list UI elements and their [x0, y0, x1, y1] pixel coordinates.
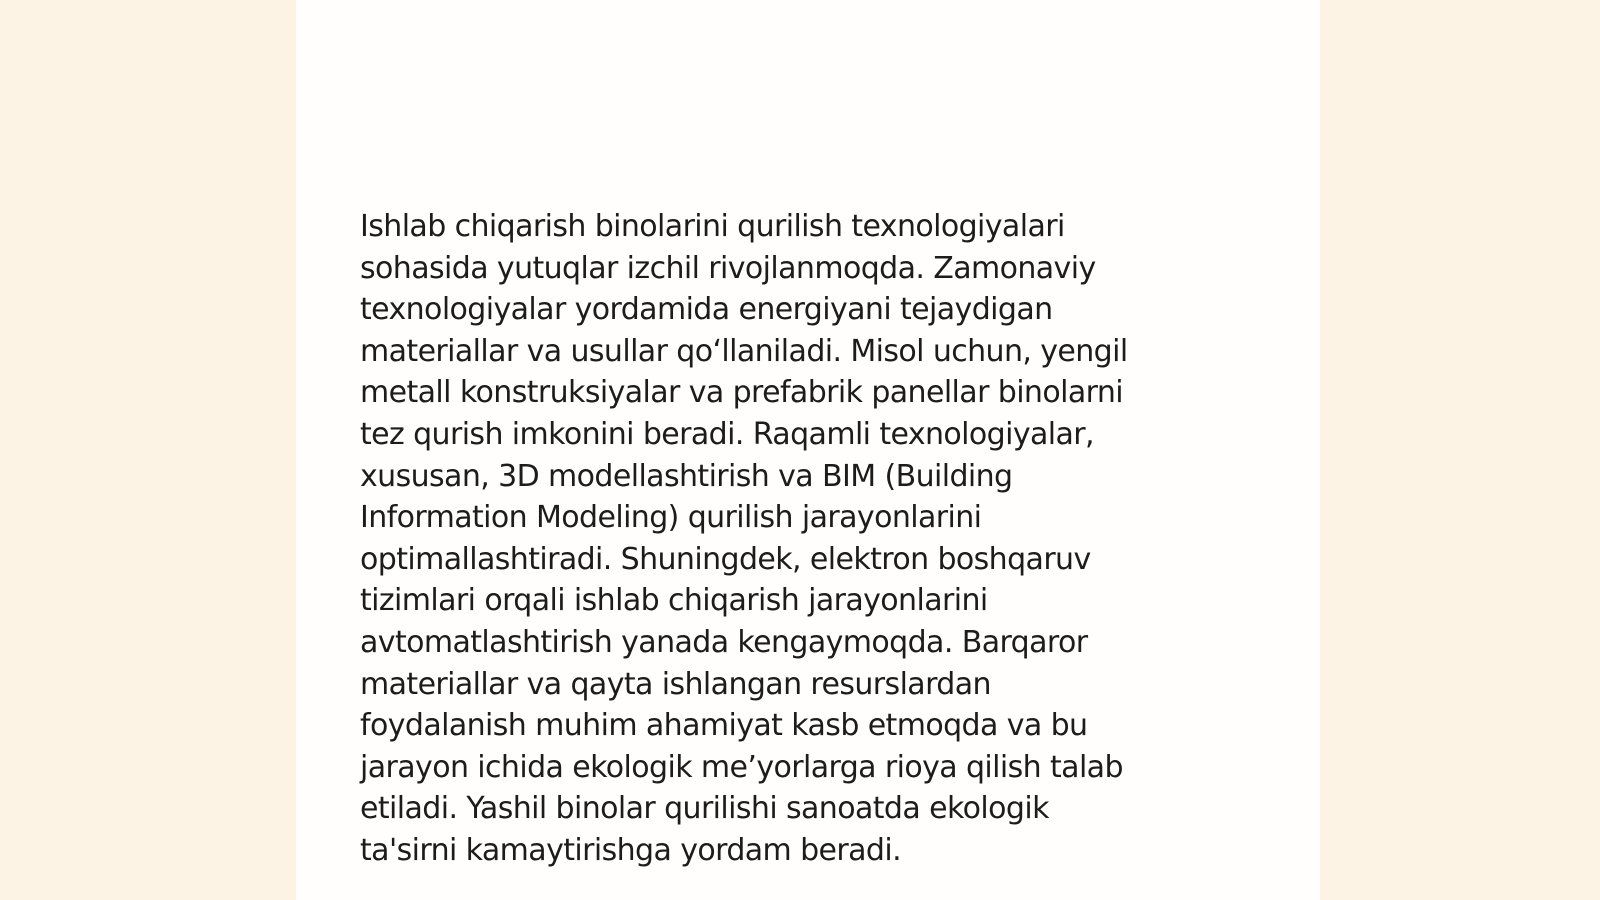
paragraph-line: tizimlari orqali ishlab chiqarish jarayonlarini	[360, 583, 988, 619]
paragraph-line: texnologiyalar yordamida energiyani tejaydigan	[360, 292, 1053, 328]
paragraph-line: Information Modeling) qurilish jarayonlarini	[360, 500, 982, 536]
paragraph-line: foydalanish muhim ahamiyat kasb etmoqda va bu	[360, 708, 1088, 744]
paragraph-line: ta'sirni kamaytirishga yordam beradi.	[360, 832, 902, 868]
paragraph-line: sohasida yutuqlar izchil rivojlanmoqda. Zamonaviy	[360, 250, 1096, 286]
paragraph-line: avtomatlashtirish yanada kengaymoqda. Barqaror	[360, 624, 1088, 660]
paragraph-line: tez qurish imkonini beradi. Raqamli texnologiyalar,	[360, 416, 1094, 452]
paragraph-line: Ishlab chiqarish binolarini qurilish texnologiyalari	[360, 209, 1065, 244]
document-page	[296, 0, 1320, 900]
paragraph-line: materiallar va usullar qo‘llaniladi. Misol uchun, yengil	[360, 333, 1128, 369]
paragraph-line: jarayon ichida ekologik me’yorlarga rioya qilish talab	[360, 749, 1123, 785]
paragraph-line: etiladi. Yashil binolar qurilishi sanoatda ekologik	[360, 791, 1049, 827]
paragraph-line: metall konstruksiyalar va prefabrik panellar binolarni	[360, 375, 1123, 411]
body-paragraph	[360, 206, 1240, 872]
paragraph-line: xususan, 3D modellashtirish va BIM (Building	[360, 458, 1013, 494]
paragraph-line: optimallashtiradi. Shuningdek, elektron boshqaruv	[360, 541, 1091, 577]
paragraph-line: materiallar va qayta ishlangan resurslardan	[360, 666, 991, 702]
